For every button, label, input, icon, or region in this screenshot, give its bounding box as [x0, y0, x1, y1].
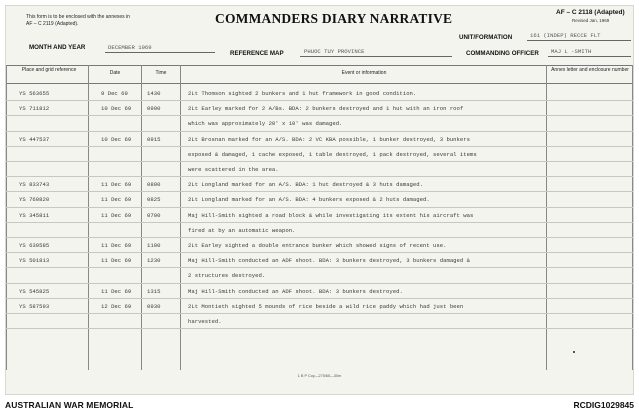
- source-credit: AUSTRALIAN WAR MEMORIAL: [5, 400, 134, 410]
- entry-time: 0915: [147, 135, 161, 143]
- ref-map-label: REFERENCE MAP: [230, 50, 284, 57]
- entry-time: 0900: [147, 105, 161, 113]
- commanding-officer-value: MAJ L -SMITH: [551, 48, 592, 55]
- entry-date: 11 Dec 69: [101, 257, 132, 265]
- col-date-header: Date: [109, 70, 121, 76]
- unit-value: 161 (INDEP) RECCE FLT: [530, 32, 601, 39]
- entry-event: Maj Hill-Smith conducted an ADF shoot. BDA: 3 bunkers destroyed, 3 bunkers damaged &: [188, 257, 470, 265]
- record-id: RCDIG1029845: [573, 400, 634, 410]
- entry-event: 2Lt Thomson sighted 2 bunkers and 1 hut framework in good condition.: [188, 90, 417, 97]
- entry-time: 1230: [147, 257, 161, 265]
- grid-reference: YS 501813: [19, 257, 50, 265]
- entry-time: 1430: [147, 90, 161, 97]
- table-row: [6, 149, 633, 163]
- entry-event: were scattered in the area.: [188, 166, 279, 173]
- form-note: This form is to be enclosed with the annexes in AF – C 2119 (Adapted).: [26, 14, 130, 27]
- entry-event: 2Lt Longland marked for an A/S. BDA: 1 hut destroyed & 3 huts damaged.: [188, 181, 423, 189]
- header-rule: [6, 83, 633, 84]
- entry-date: 11 Dec 69: [101, 196, 132, 204]
- entry-date: 11 Dec 69: [101, 181, 132, 189]
- entry-event: Maj Hill-Smith sighted a road block & while investigating its extent his aircraft was: [188, 211, 474, 219]
- grid-reference: YS 563655: [19, 90, 50, 97]
- commanding-officer-label: COMMANDING OFFICER: [466, 50, 539, 57]
- narrative-table: [6, 65, 633, 370]
- unit-label: UNIT/FORMATION: [459, 34, 513, 41]
- ref-map-underline: [300, 56, 452, 57]
- entry-event: which was approximately 20' x 10' was damaged.: [188, 120, 343, 128]
- entry-date: 9 Dec 69: [101, 90, 128, 97]
- entry-date: 10 Dec 69: [101, 135, 132, 143]
- printer-line: 1 B P Coy—275/65—30m: [297, 374, 342, 378]
- col-annex-header: Annex letter and enclosure number: [551, 67, 629, 73]
- grid-reference: YS 545825: [19, 287, 50, 295]
- month-underline: [105, 52, 215, 53]
- table-row: [6, 194, 633, 208]
- entry-event: 2 structures destroyed.: [188, 272, 266, 280]
- table-row: [6, 103, 633, 117]
- table-row: [6, 240, 633, 254]
- table-row: [6, 210, 633, 224]
- entry-event: 2Lt Brosnan marked for an A/S. BDA: 2 VC KBA possible, 1 bunker destroyed, 3 bunkers: [188, 135, 470, 143]
- table-row: [6, 164, 633, 178]
- entry-event: 2Lt Earley marked for 2 A/Bs. BDA: 2 bunkers destroyed and 1 hut with an iron roof: [188, 105, 464, 113]
- form-code: AF – C 2118 (Adapted): [556, 9, 625, 16]
- unit-underline: [527, 40, 631, 41]
- col-place-header: Place and grid reference: [21, 67, 77, 73]
- month-label: MONTH AND YEAR: [29, 44, 86, 51]
- entry-time: 1100: [147, 242, 161, 249]
- entry-time: 0930: [147, 302, 161, 310]
- entry-date: 11 Dec 69: [101, 242, 132, 249]
- table-row: [6, 179, 633, 193]
- entry-event: exposed & damaged, 1 cache exposed, 1 table destroyed, 1 pack destroyed, several items: [188, 150, 477, 158]
- entry-date: 12 Dec 69: [101, 302, 132, 310]
- entry-date: 10 Dec 69: [101, 105, 132, 113]
- entry-time: 1315: [147, 287, 161, 295]
- entry-event: Maj Hill-Smith conducted an ADF shoot. BDA: 3 bunkers destroyed.: [188, 287, 403, 295]
- grid-reference: YS 711812: [19, 105, 50, 113]
- col-time-header: Time: [155, 70, 167, 76]
- grid-reference: YS 760820: [19, 196, 50, 204]
- col-event-header: Event or information: [341, 70, 387, 76]
- table-row: [6, 118, 633, 132]
- table-row: [6, 134, 633, 148]
- form-title: COMMANDERS DIARY NARRATIVE: [215, 11, 453, 26]
- grid-reference: YS 345811: [19, 211, 50, 219]
- entry-time: 0825: [147, 196, 161, 204]
- entry-event: 2Lt Longland marked for an A/S. BDA: 4 bunkers exposed & 2 huts damaged.: [188, 196, 430, 204]
- grid-reference: YS 630585: [19, 242, 50, 249]
- co-underline: [548, 56, 631, 57]
- table-row: [6, 255, 633, 269]
- entry-event: 2Lt Earley sighted a double entrance bunker which showed signs of recent use.: [188, 242, 447, 249]
- entry-event: harvested.: [188, 318, 222, 325]
- entry-event: 2Lt Montieth sighted 5 mounds of rice beside a wild rice paddy which had just been: [188, 302, 464, 310]
- grid-reference: YS 587593: [19, 302, 50, 310]
- ink-mark: [573, 351, 575, 353]
- entry-time: 0800: [147, 181, 161, 189]
- grid-reference: YS 833743: [19, 181, 50, 189]
- table-row: [6, 270, 633, 284]
- table-top-rule: [6, 65, 633, 66]
- entry-date: 11 Dec 69: [101, 287, 132, 295]
- table-row: [6, 286, 633, 300]
- table-row: [6, 316, 633, 330]
- entry-time: 0700: [147, 211, 161, 219]
- entry-date: 11 Dec 69: [101, 211, 132, 219]
- month-value: DECEMBER 1969: [108, 44, 152, 51]
- table-row: [6, 88, 633, 102]
- form-revision: Revised Jan, 1969: [572, 18, 610, 23]
- table-row: [6, 225, 633, 239]
- table-row: [6, 301, 633, 315]
- entry-event: fired at by an automatic weapon.: [188, 226, 296, 234]
- ref-map-value: PHUOC TUY PROVINCE: [304, 48, 365, 55]
- grid-reference: YS 447537: [19, 135, 50, 143]
